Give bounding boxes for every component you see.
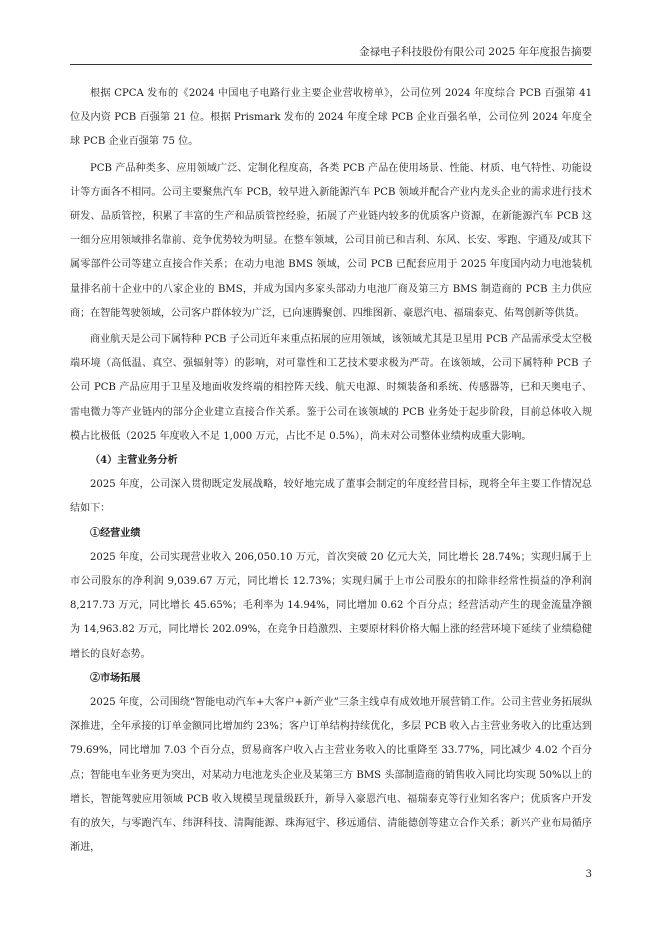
paragraph-operating-results: 2025 年度，公司实现营业收入 206,050.10 万元，首次突破 20 亿元大关，同比增长 28.74%；实现归属于上市公司股东的净利润 9,039.67 万元，同比增长 12.73%；实现归属于上市公司股东的扣除非经常性损益的净利润 8,217.73 万元，同比增长 45.65%；毛利率为 14.94%，同比增加 0.62 个百分点；经营活动产生的现金流量净额为 14,963.82 万元，同比增长 202.09%，在竞争日趋激烈、主要原材料价格大幅上涨的经营环境下延续了业绩稳健增长的良好态势。 [70,551,592,660]
page-number: 3 [585,869,592,880]
paragraph-automotive-pcb: PCB 产品种类多、应用领域广泛、定制化程度高，各类 PCB 产品在使用场景、性能、材质、电气特性、功能设计等方面各不相同。公司主要聚焦汽车 PCB，较早进入新能源汽车 PCB 领域并配合产业内龙头企业的需求进行技术研发、品质管控，积累了丰富的生产和品质管控经验，拓展了产业链内较多的优质客户资源，在新能源汽车 PCB 这一细分应用领域排名靠前、竞争优势较为明显。在整车领域，公司目前已和吉利、东风、长安、零跑、宇通及/或其下属零部件公司等建立直接合作关系；在动力电池 BMS 领域，公司 PCB 已配套应用于 2025 年度国内动力电池装机量排名前十企业中的八家企业的 BMS，并成为国内多家头部动力电池厂商及第三方 BMS 制造商的 PCB 主力供应商；在智能驾驶领域，公司客户群体较为广泛，已向速腾聚创、四维图新、豪恩汽电、福瑞泰克、佑驾创新等供货。 [70,162,592,319]
paragraph-annual-summary: 2025 年度，公司深入贯彻既定发展战略，较好地完成了董事会制定的年度经营目标，现将全年主要工作情况总结如下： [70,479,592,515]
paragraph-ranking: 根据 CPCA 发布的《2024 中国电子电路行业主要企业营收榜单》，公司位列 2024 年度综合 PCB 百强第 41 位及内资 PCB 百强第 21 位。根据 Prismark 发布的 2024 年度全球 PCB 企业百强名单，公司位列 2024 年度全球 PCB 企业百强第 75 位。 [70,88,592,148]
report-title: 金禄电子科技股份有限公司 2025 年年度报告摘要 [359,46,592,58]
paragraph-market-expansion: 2025 年度，公司围绕“智能电动汽车+大客户+新产业”三条主线卓有成效地开展营销工作。公司主营业务拓展纵深推进，全年承接的订单金额同比增加约 23%；客户订单结构持续优化，多层 PCB 收入占主营业务收入的比重达到 79.69%，同比增加 7.03 个百分点，贸易商客户收入占主营业务收入的比重降至 33.77%，同比减少 4.02 个百分点；智能电车业务更为突出，对某动力电池龙头企业及某第三方 BMS 头部制造商的销售收入同比均实现 50%以上的增长，智能驾驶应用领域 PCB 收入规模呈现量级跃升，新导入豪恩汽电、福瑞泰克等行业知名客户；优质客户开发有的放矢，与零跑汽车、纬湃科技、清陶能源、珠海冠宇、移远通信、清能德创等建立合作关系；新兴产业布局循序渐进， [70,697,592,854]
section-heading-business-analysis: （4）主营业务分析 [90,455,178,467]
document-body [70,82,592,861]
page-header [70,44,592,65]
subheading-market-expansion: ②市场拓展 [90,672,141,684]
paragraph-aerospace: 商业航天是公司下属特种 PCB 子公司近年来重点拓展的应用领域，该领域尤其是卫星用 PCB 产品需承受太空极端环境（高低温、真空、强辐射等）的影响，对可靠性和工艺技术要求极为严苛。在该领域，公司下属特种 PCB 子公司 PCB 产品应用于卫星及地面收发终端的相控阵天线、航天电源、时频装备和系统、传感器等，已和天奥电子、雷电微力等产业链内的部分企业建立直接合作关系。鉴于公司在该领域的 PCB 业务处于起步阶段，目前总体收入规模占比极低（2025 年度收入不足 1,000 万元，占比不足 0.5%），尚未对公司整体业绩构成重大影响。 [70,334,592,442]
subheading-operating-results: ①经营业绩 [90,527,141,539]
